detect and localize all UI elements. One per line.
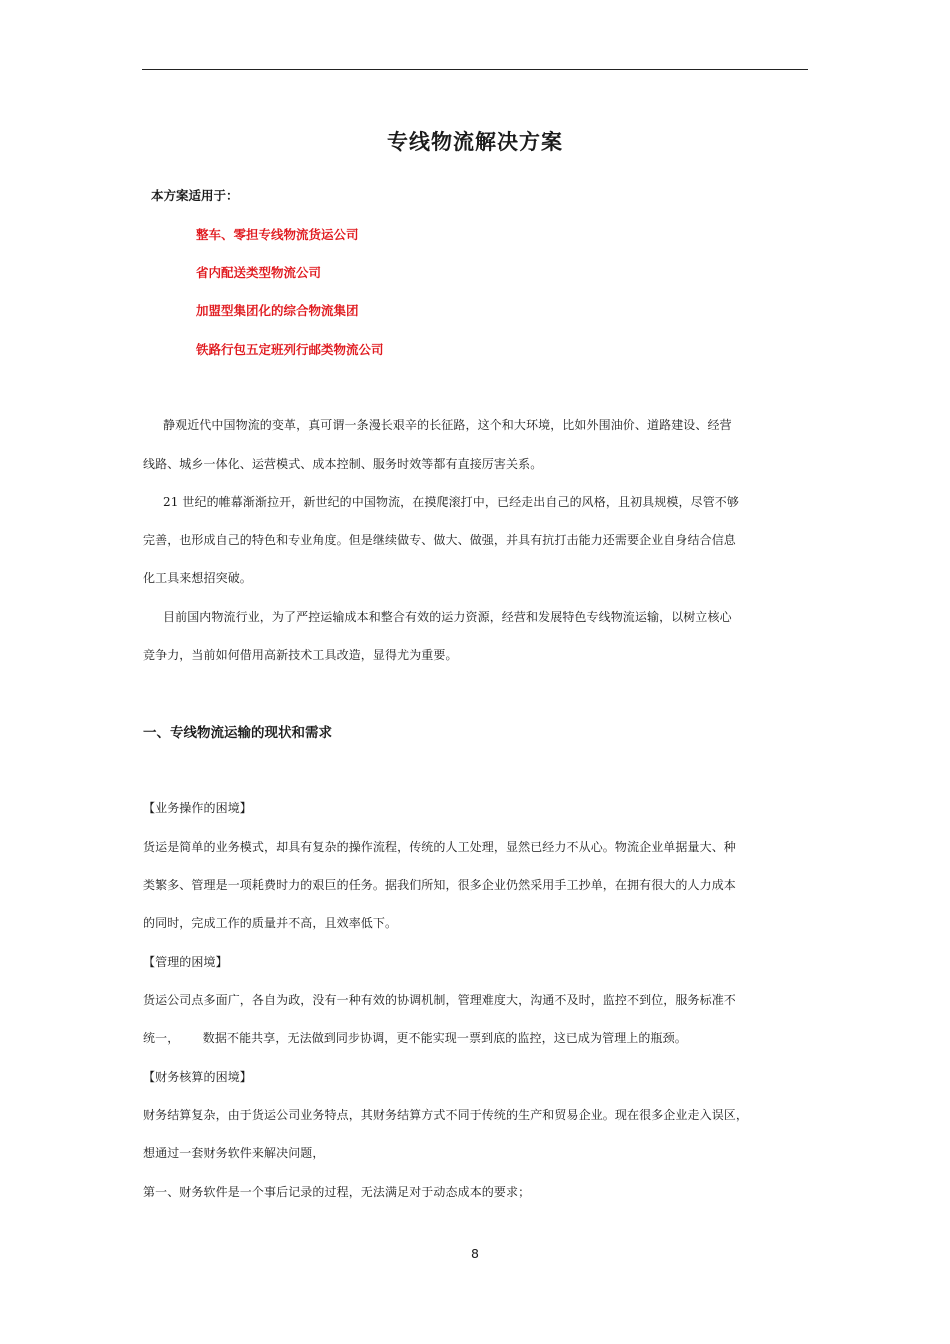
- section-heading: 一、专线物流运输的现状和需求: [143, 725, 332, 741]
- applies-item: 整车、零担专线物流货运公司: [196, 227, 359, 242]
- applies-label: 本方案适用于：: [151, 188, 239, 203]
- intro-line: 21 世纪的帷幕渐渐拉开，新世纪的中国物流，在摸爬滚打中，已经走出自己的风格，且初具规模，尽管不够: [163, 495, 739, 509]
- intro-line: 完善，也形成自己的特色和专业角度。但是继续做专、做大、做强，并具有抗打击能力还需要企业自身结合信息: [143, 533, 736, 547]
- body-line: 货运是简单的业务模式，却具有复杂的操作流程，传统的人工处理，显然已经力不从心。物流企业单据量大、种: [143, 840, 736, 854]
- applies-item: 加盟型集团化的综合物流集团: [196, 303, 359, 318]
- applies-item: 省内配送类型物流公司: [196, 265, 322, 280]
- body-line: 想通过一套财务软件来解决问题，: [143, 1146, 325, 1160]
- document-title: 专线物流解决方案: [387, 130, 563, 154]
- body-line: 统一， 数据不能共享，无法做到同步协调，更不能实现一票到底的监控，这已成为管理上的瓶颈。: [143, 1031, 687, 1045]
- subsection-label: 【业务操作的困境】: [143, 801, 252, 815]
- intro-line: 竞争力，当前如何借用高新技术工具改造，显得尤为重要。: [143, 648, 458, 662]
- page-number: 8: [471, 1246, 479, 1261]
- body-line: 类繁多、管理是一项耗费时力的艰巨的任务。据我们所知，很多企业仍然采用手工抄单，在拥有很大的人力成本: [143, 878, 736, 892]
- subsection-label: 【管理的困境】: [143, 955, 228, 969]
- intro-line: 目前国内物流行业，为了严控运输成本和整合有效的运力资源，经营和发展特色专线物流运输，以树立核心: [163, 610, 732, 624]
- body-line: 的同时，完成工作的质量并不高，且效率低下。: [143, 916, 398, 930]
- intro-line: 线路、城乡一体化、运营模式、成本控制、服务时效等都有直接厉害关系。: [143, 457, 543, 471]
- body-line: 第一、财务软件是一个事后记录的过程，无法满足对于动态成本的要求；: [143, 1185, 531, 1199]
- intro-line: 静观近代中国物流的变革，真可谓一条漫长艰辛的长征路，这个和大环境，比如外围油价、道路建设、经营: [163, 418, 732, 432]
- intro-line: 化工具来想招突破。: [143, 571, 252, 585]
- subsection-label: 【财务核算的困境】: [143, 1070, 252, 1084]
- applies-item: 铁路行包五定班列行邮类物流公司: [196, 342, 384, 357]
- body-line: 财务结算复杂，由于货运公司业务特点，其财务结算方式不同于传统的生产和贸易企业。现在很多企业走入误区，: [143, 1108, 749, 1122]
- body-line: 货运公司点多面广，各自为政，没有一种有效的协调机制，管理难度大，沟通不及时，监控不到位，服务标准不: [143, 993, 736, 1007]
- header-rule: [142, 69, 808, 70]
